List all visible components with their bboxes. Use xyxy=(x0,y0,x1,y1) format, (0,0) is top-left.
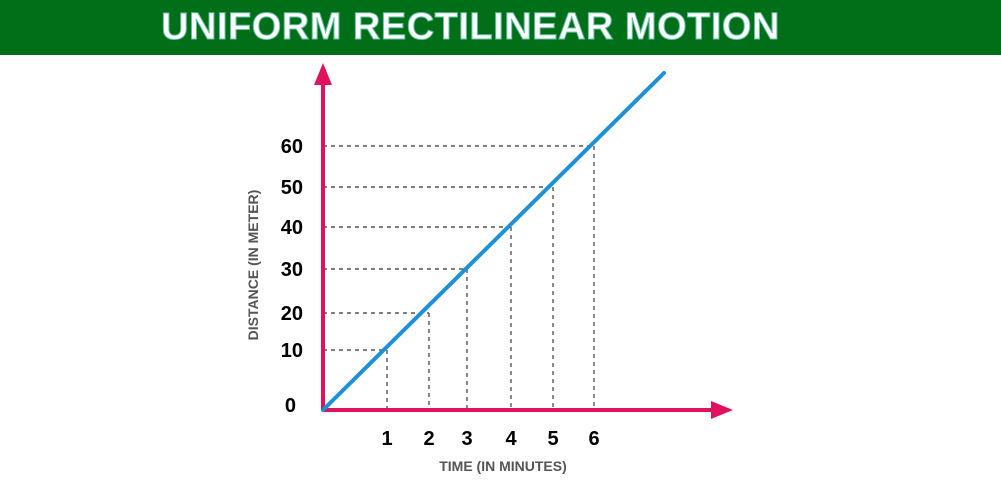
y-axis-title: DISTANCE (IN METER) xyxy=(245,189,261,341)
y-tick-labels xyxy=(281,136,303,417)
x-tick-labels xyxy=(381,428,599,450)
y-tick-label-60: 60 xyxy=(280,136,303,158)
y-tick-label-40: 40 xyxy=(280,217,303,239)
series-line-distance xyxy=(323,73,664,410)
x-axis-title: TIME (IN MINUTES) xyxy=(439,458,567,474)
x-tick-label-2: 2 xyxy=(423,428,435,450)
chart-title: UNIFORM RECTILINEAR MOTION xyxy=(161,6,780,48)
series-layer xyxy=(323,73,664,410)
y-tick-label-30: 30 xyxy=(280,259,303,281)
x-tick-label-5: 5 xyxy=(547,428,559,450)
y-tick-label-50: 50 xyxy=(280,177,303,199)
x-tick-label-4: 4 xyxy=(505,428,517,450)
x-tick-label-3: 3 xyxy=(461,428,473,450)
y-tick-label-0: 0 xyxy=(284,395,296,417)
x-tick-label-1: 1 xyxy=(381,428,393,450)
x-tick-label-6: 6 xyxy=(588,428,600,450)
y-tick-label-10: 10 xyxy=(280,340,303,362)
y-tick-label-20: 20 xyxy=(280,303,303,325)
